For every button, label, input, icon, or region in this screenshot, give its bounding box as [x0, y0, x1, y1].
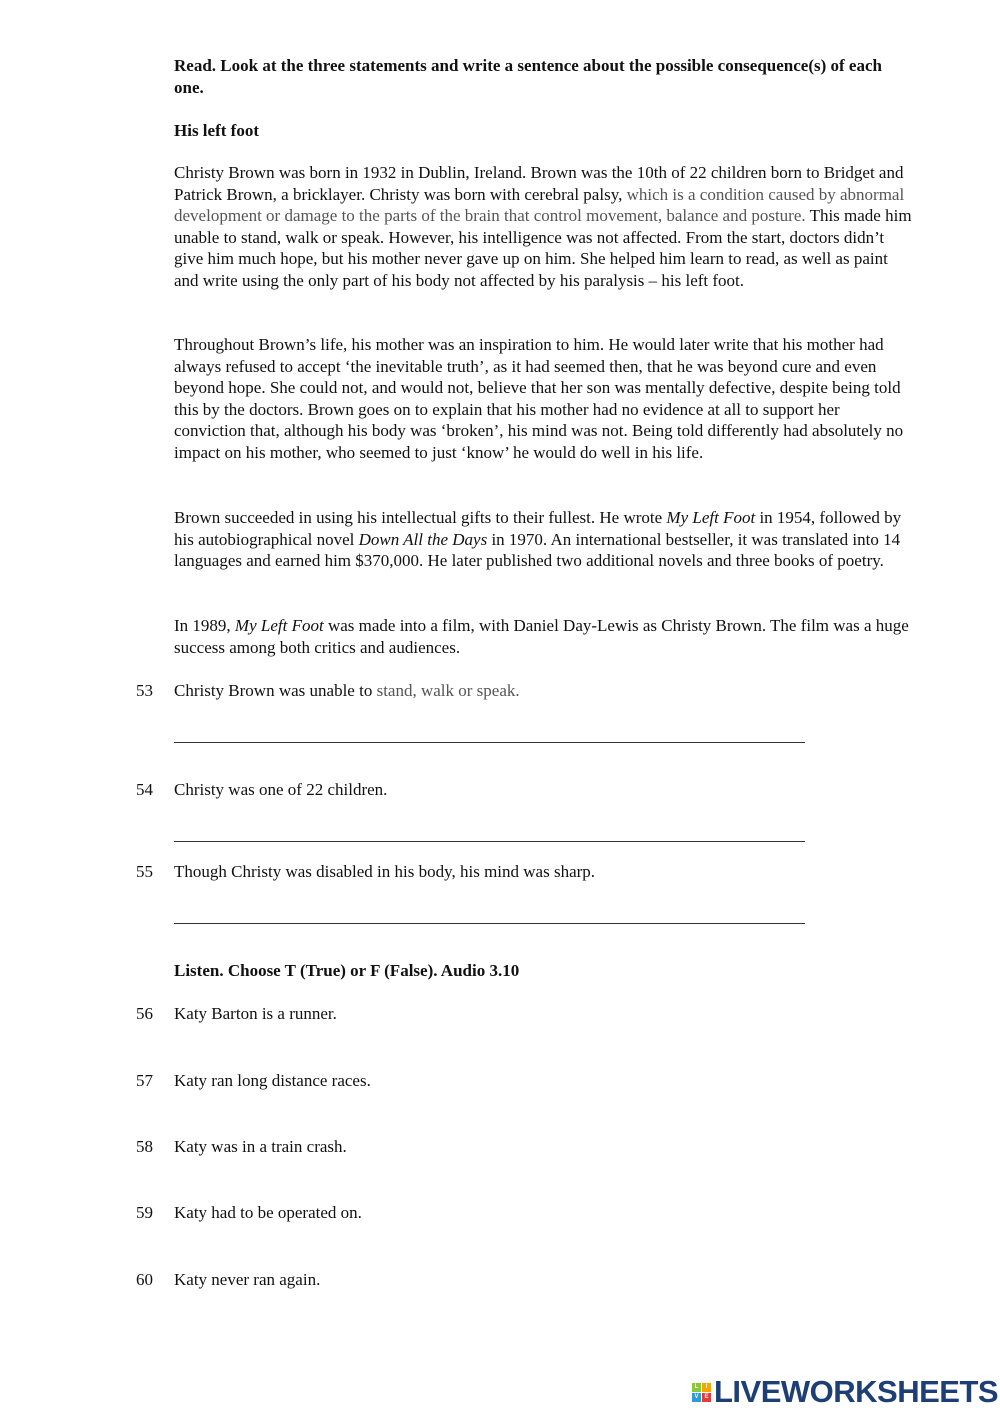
tf-question-56[interactable]: Katy Barton is a runner.: [174, 1004, 337, 1023]
logo-text: LIVEWORKSHEETS: [714, 1374, 999, 1409]
paragraph-2: Throughout Brown’s life, his mother was an inspiration to him. He would later write that his mother had always refused to accept ‘the inevitable truth’, as it had seemed then, that he was beyond cure and even beyond hope. She could not, and would not, believe that her son was mentally defective, despite being told this by the doctors. Brown goes on to explain that his mother had no evidence at all to support her conviction that, although his body was ‘broken’, his mind was not. Being told differently had absolutely no impact on his mother, who seemed to just ‘know’ he would do well in his life.: [174, 335, 904, 462]
text: in 1970. An international bestseller, it was translated into 14 languages and earned him $370,000. He later published two additional novels and three books of poetry.: [174, 529, 901, 570]
question-53: [174, 680, 914, 702]
film-title: My Left Foot: [234, 616, 324, 635]
question-number: 53: [136, 681, 153, 700]
question-54: Christy was one of 22 children.: [174, 780, 388, 799]
answer-line-55[interactable]: [174, 923, 805, 924]
question-number: 54: [136, 780, 153, 799]
logo-tile: E: [702, 1393, 711, 1402]
answer-line-53[interactable]: [174, 742, 805, 743]
book-title: My Left Foot: [666, 508, 756, 527]
paragraph-4: [174, 615, 914, 658]
liveworksheets-logo: [692, 1374, 998, 1410]
answer-line-54[interactable]: [174, 841, 805, 842]
question-number: 57: [136, 1071, 153, 1090]
question-number: 58: [136, 1137, 153, 1156]
question-number: 55: [136, 862, 153, 881]
text: in 1954, followed by his autobiographical novel: [174, 508, 902, 549]
logo-tile: I: [702, 1383, 711, 1392]
logo-tiles-icon: [692, 1383, 711, 1402]
tf-question-58[interactable]: Katy was in a train crash.: [174, 1137, 347, 1156]
text: Brown succeeded in using his intellectual gifts to their fullest. He wrote: [174, 508, 667, 527]
text: Christy Brown was born in 1932 in Dublin, Ireland. Brown was the 10th of 22 children born to Bridget and Patrick Brown, a bricklayer. Christy was born with cerebral palsy,: [174, 163, 904, 204]
text: This made him unable to stand, walk or speak. However, his intelligence was not affected. From the start, doctors didn’t give him much hope, but his mother never gave up on him. She helped him learn to read, as well as paint and write using the only part of his body not affected by his paralysis – his left foot.: [174, 206, 912, 290]
paragraph-1: [174, 162, 914, 291]
book-title: Down All the Days: [358, 529, 488, 549]
question-55: Though Christy was disabled in his body, his mind was sharp.: [174, 862, 596, 881]
logo-tile: V: [692, 1393, 701, 1402]
question-number: 60: [136, 1270, 153, 1289]
tf-question-59[interactable]: Katy had to be operated on.: [174, 1203, 362, 1222]
question-number: 59: [136, 1203, 153, 1222]
story-title: His left foot: [174, 121, 259, 140]
text: was made into a film, with Daniel Day-Lewis as Christy Brown. The film was a huge success among both critics and audiences.: [174, 616, 909, 657]
listening-instructions: Listen. Choose T (True) or F (False). Audio 3.10: [174, 961, 520, 980]
question-number: 56: [136, 1004, 153, 1023]
tf-question-57[interactable]: Katy ran long distance races.: [174, 1071, 371, 1090]
question-text: Christy Brown was unable to: [174, 681, 377, 700]
highlighted-text: which is a condition caused by abnormal development or damage to the parts of the brain that control movement, balance and posture.: [174, 184, 905, 225]
question-text: stand, walk or speak.: [376, 681, 520, 700]
reading-instructions: Read. Look at the three statements and write a sentence about the possible consequence(s) of each one.: [174, 56, 882, 97]
tf-question-60[interactable]: Katy never ran again.: [174, 1270, 321, 1289]
paragraph-3: [174, 507, 914, 572]
text: In 1989,: [174, 616, 235, 635]
logo-tile: L: [692, 1383, 701, 1392]
